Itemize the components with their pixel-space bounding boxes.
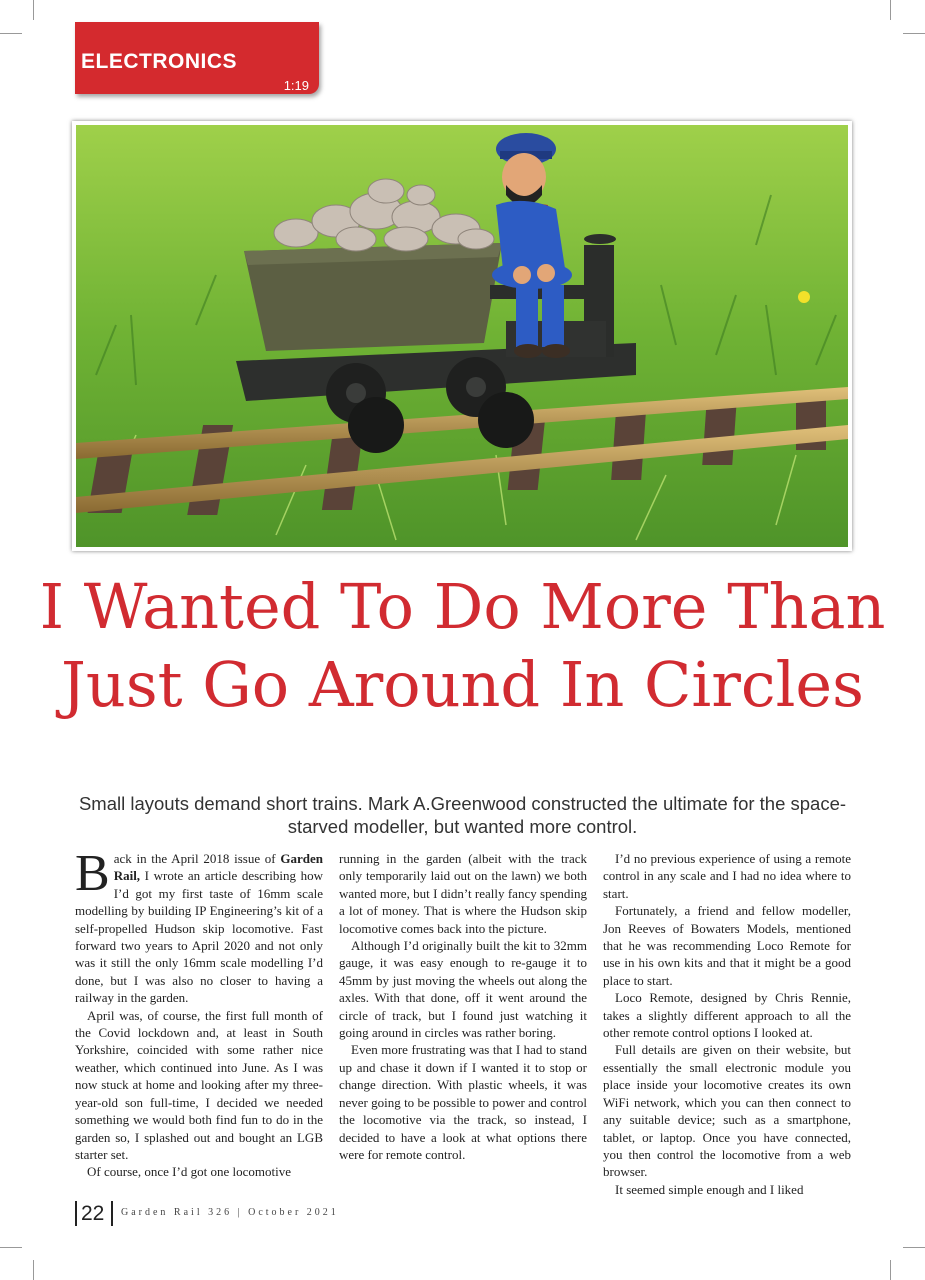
crop-mark (903, 33, 925, 34)
paragraph: Of course, once I’d got one locomotive (87, 1164, 291, 1180)
paragraph: Fortunately, a friend and fellow modeller, Jon Reeves of Bowaters Models, mentioned that he was recommending Loco Remote for use in his own kits and that it might be a good place to start. (603, 903, 851, 988)
crop-mark (890, 0, 891, 20)
crop-mark (0, 1247, 22, 1248)
section-label: ELECTRONICS (81, 50, 238, 73)
paragraph: Full details are given on their website, but essentially the small electronic module you place inside your locomotive creates its own WiFi network, which you can then connect to any suitable device; such as a smartphone, tablet, or laptop. Once you have connected, you then control the locomotive from a web browser. (603, 1042, 851, 1180)
paragraph: Even more frustrating was that I had to stand up and chase it down if I wanted it to stop or change direction. With plastic wheels, it was never going to be possible to power and control the locomotive via the track, so instead, I decided to have a look at what options there were for remote control. (339, 1042, 587, 1162)
text-column-1 (75, 845, 323, 1181)
paragraph-text: I wrote an article describing how I’d got my first taste of 16mm scale modelling by building IP Engineering’s kit of a self-propelled Hudson skip locomotive. Fast forward two years to April 2020 and not only was it still the only 16mm scale modelling I’d done, but I was also no closer to having a railway in the garden. (75, 868, 323, 1006)
footer-divider (111, 1201, 113, 1226)
paragraph: Although I’d originally built the kit to 32mm gauge, it was easy enough to re-gauge it to 45mm by just moving the wheels out along the axles. With that done, off it went around the circle of track, but I found just watching it going around in circles was rather boring. (339, 938, 587, 1041)
scale-label: 1:19 (283, 78, 309, 93)
article-standfirst: Small layouts demand short trains. Mark A.Greenwood constructed the ultimate for the space-starved modeller, but wanted more control. (78, 793, 847, 837)
text-column-3 (603, 850, 851, 1198)
crop-mark (0, 33, 22, 34)
paragraph (75, 845, 323, 1007)
paragraph: Loco Remote, designed by Chris Rennie, takes a slightly different approach to all the other remote control options I looked at. (603, 990, 851, 1041)
crop-mark (33, 1260, 34, 1280)
hero-photo (72, 121, 852, 551)
magazine-issue-info: Garden Rail 326 | October 2021 (121, 1207, 339, 1218)
footer-divider (75, 1201, 77, 1226)
text-column-2 (339, 850, 587, 1163)
crop-mark (890, 1260, 891, 1280)
section-tab (75, 22, 319, 94)
article-headline: I Wanted To Do More Than Just Go Around In Circles (39, 570, 886, 721)
paragraph-text: ack in the April 2018 issue of (113, 851, 281, 866)
crop-mark (33, 0, 34, 20)
page-number: 22 (81, 1202, 105, 1225)
paragraph: I’d no previous experience of using a remote control in any scale and I had no idea where to start. (603, 851, 851, 901)
drop-cap: B (75, 845, 110, 902)
magazine-name: Garden Rail, (113, 851, 323, 884)
crop-mark (903, 1247, 925, 1248)
photo-skip-locomotive (76, 125, 848, 547)
paragraph: running in the garden (albeit with the track only temporarily laid out on the lawn) we both wanted more, but I didn’t really fancy spending a lot of money. That is where the Hudson skip locomotive comes back into the picture. (339, 851, 587, 936)
paragraph: April was, of course, the first full month of the Covid lockdown and, at least in South Yorkshire, coincided with some rather nice weather, which continued into June. As I was now stuck at home and looking after my three-year-old son full-time, I decided we needed something we would both find fun to do in the garden so, I splashed out and bought an LGB starter set. (75, 1007, 323, 1162)
paragraph: It seemed simple enough and I liked (615, 1181, 804, 1197)
